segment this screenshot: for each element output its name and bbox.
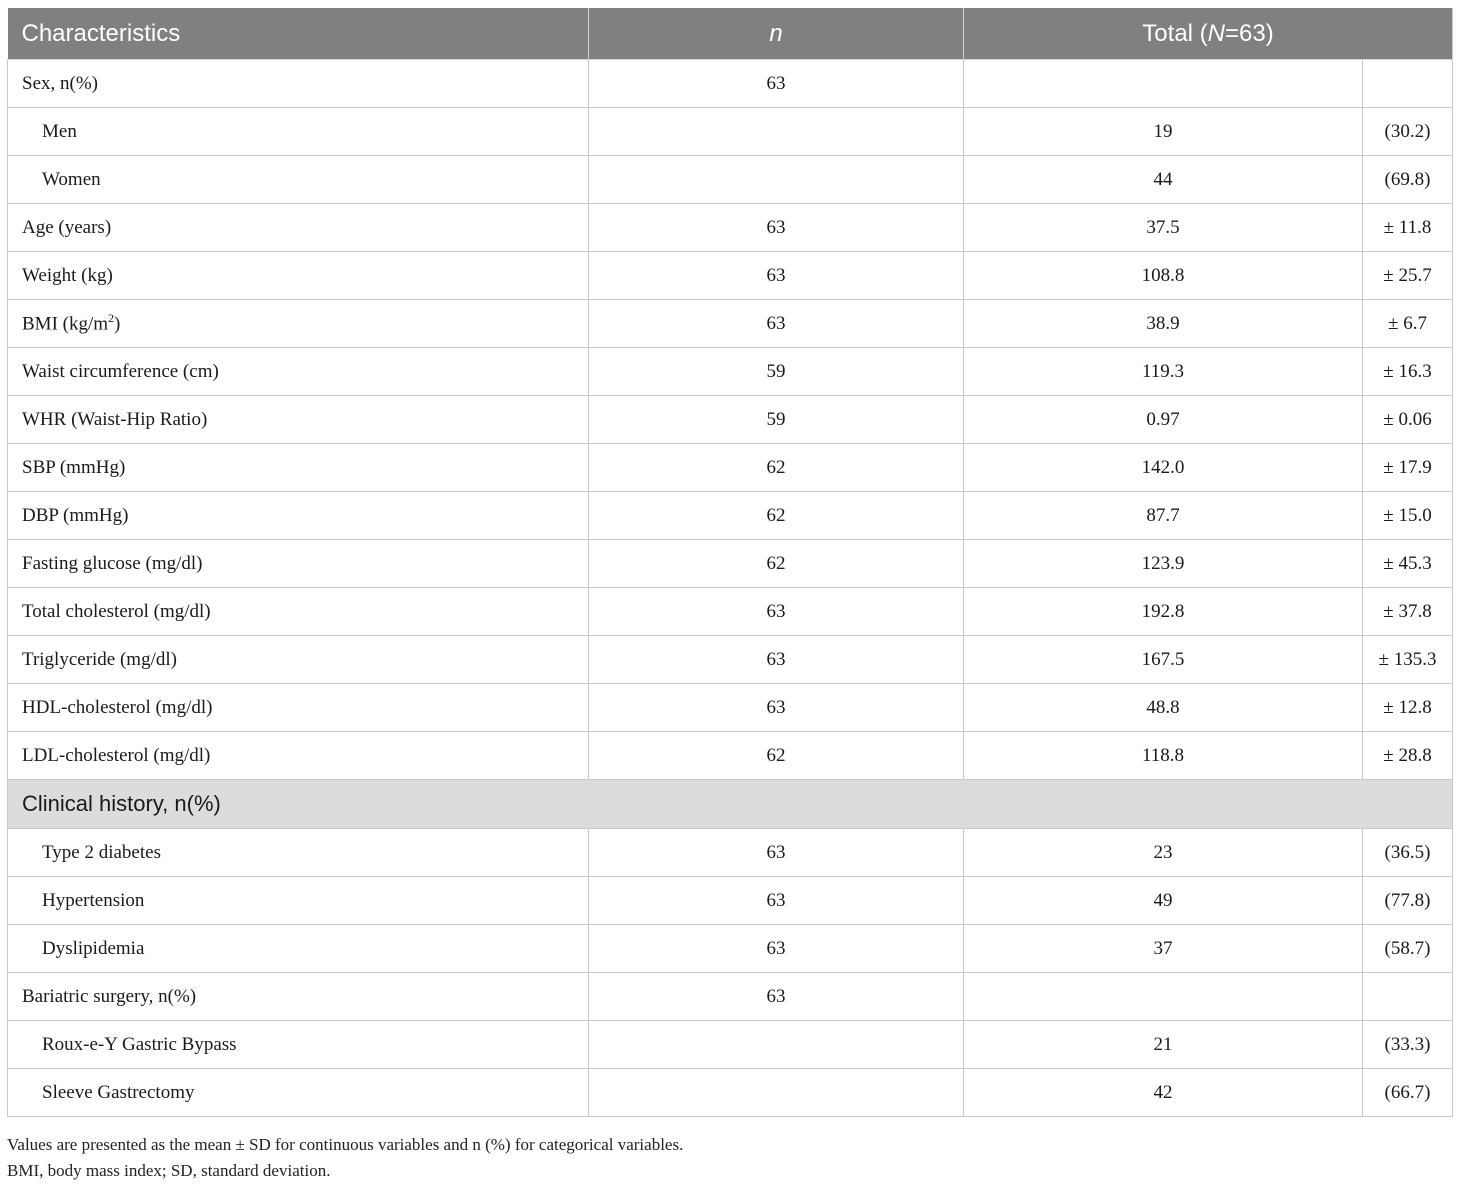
table-header-row	[8, 8, 1453, 60]
row-n: 62	[589, 492, 964, 540]
row-label: Dyslipidemia	[8, 925, 589, 973]
row-value: 119.3	[964, 348, 1363, 396]
table-row	[8, 300, 1453, 348]
row-n: 63	[589, 829, 964, 877]
table-row	[8, 108, 1453, 156]
row-n: 59	[589, 348, 964, 396]
table-row	[8, 540, 1453, 588]
table-row	[8, 492, 1453, 540]
table-row	[8, 204, 1453, 252]
table-body-bottom	[8, 829, 1453, 1117]
row-value: 42	[964, 1069, 1363, 1117]
header-total-prefix: Total (	[1142, 19, 1208, 47]
row-value: 118.8	[964, 732, 1363, 780]
header-total-n: N	[1207, 19, 1225, 47]
table-row	[8, 973, 1453, 1021]
row-n: 63	[589, 588, 964, 636]
row-label: Bariatric surgery, n(%)	[8, 973, 589, 1021]
row-dispersion: (77.8)	[1363, 877, 1453, 925]
row-value: 167.5	[964, 636, 1363, 684]
row-label: Weight (kg)	[8, 252, 589, 300]
row-value: 37	[964, 925, 1363, 973]
row-dispersion: ± 25.7	[1363, 252, 1453, 300]
table-row	[8, 732, 1453, 780]
row-value: 192.8	[964, 588, 1363, 636]
row-n: 63	[589, 60, 964, 108]
table-body-section	[8, 780, 1453, 829]
row-label: Fasting glucose (mg/dl)	[8, 540, 589, 588]
row-dispersion: (36.5)	[1363, 829, 1453, 877]
row-label: Sleeve Gastrectomy	[8, 1069, 589, 1117]
row-dispersion: ± 17.9	[1363, 444, 1453, 492]
row-dispersion: ± 16.3	[1363, 348, 1453, 396]
section-label: Clinical history, n(%)	[8, 780, 1453, 829]
row-n: 63	[589, 973, 964, 1021]
row-dispersion	[1363, 60, 1453, 108]
row-value: 108.8	[964, 252, 1363, 300]
row-label: Waist circumference (cm)	[8, 348, 589, 396]
row-n: 63	[589, 204, 964, 252]
row-label: LDL-cholesterol (mg/dl)	[8, 732, 589, 780]
table-row	[8, 156, 1453, 204]
row-label: Age (years)	[8, 204, 589, 252]
row-value: 21	[964, 1021, 1363, 1069]
header-total-suffix: =63)	[1225, 19, 1274, 47]
row-n: 63	[589, 684, 964, 732]
row-n: 63	[589, 252, 964, 300]
row-dispersion: ± 15.0	[1363, 492, 1453, 540]
section-row-clinical-history	[8, 780, 1453, 829]
row-value: 0.97	[964, 396, 1363, 444]
table-row	[8, 877, 1453, 925]
table-body-top	[8, 60, 1453, 780]
row-value: 49	[964, 877, 1363, 925]
table-row	[8, 348, 1453, 396]
header-n	[589, 8, 964, 60]
row-n: 63	[589, 300, 964, 348]
row-value	[964, 973, 1363, 1021]
table-row	[8, 829, 1453, 877]
row-dispersion: ± 28.8	[1363, 732, 1453, 780]
table-row	[8, 636, 1453, 684]
row-dispersion: ± 0.06	[1363, 396, 1453, 444]
row-label: Total cholesterol (mg/dl)	[8, 588, 589, 636]
footnote-abbreviations: BMI, body mass index; SD, standard deviation.	[7, 1161, 331, 1180]
row-value: 87.7	[964, 492, 1363, 540]
row-dispersion	[1363, 973, 1453, 1021]
row-value: 44	[964, 156, 1363, 204]
row-dispersion: ± 135.3	[1363, 636, 1453, 684]
row-n	[589, 1069, 964, 1117]
row-n: 62	[589, 540, 964, 588]
row-label: HDL-cholesterol (mg/dl)	[8, 684, 589, 732]
row-label: Roux-e-Y Gastric Bypass	[8, 1021, 589, 1069]
header-characteristics: Characteristics	[8, 8, 589, 60]
row-dispersion: ± 11.8	[1363, 204, 1453, 252]
row-label: Sex, n(%)	[8, 60, 589, 108]
table-row	[8, 925, 1453, 973]
row-n: 63	[589, 877, 964, 925]
row-label: Hypertension	[8, 877, 589, 925]
table-row	[8, 396, 1453, 444]
row-label: WHR (Waist-Hip Ratio)	[8, 396, 589, 444]
row-label: SBP (mmHg)	[8, 444, 589, 492]
header-total	[964, 8, 1453, 60]
row-label: Men	[8, 108, 589, 156]
row-n	[589, 156, 964, 204]
row-dispersion: ± 45.3	[1363, 540, 1453, 588]
row-dispersion: (69.8)	[1363, 156, 1453, 204]
row-label: Type 2 diabetes	[8, 829, 589, 877]
table-footnotes	[7, 1132, 1452, 1184]
row-n: 63	[589, 636, 964, 684]
row-n: 63	[589, 925, 964, 973]
table-row	[8, 1021, 1453, 1069]
row-label: Women	[8, 156, 589, 204]
row-value: 23	[964, 829, 1363, 877]
row-value: 48.8	[964, 684, 1363, 732]
header-n-label: n	[769, 19, 783, 47]
table-row	[8, 252, 1453, 300]
table-row	[8, 588, 1453, 636]
table-row	[8, 444, 1453, 492]
row-n: 62	[589, 444, 964, 492]
characteristics-table	[7, 8, 1453, 1117]
row-value: 123.9	[964, 540, 1363, 588]
table-row	[8, 60, 1453, 108]
footnote-values: Values are presented as the mean ± SD for continuous variables and n (%) for categorical variables.	[7, 1135, 684, 1154]
row-dispersion: ± 37.8	[1363, 588, 1453, 636]
row-n: 59	[589, 396, 964, 444]
row-n	[589, 1021, 964, 1069]
row-dispersion: ± 12.8	[1363, 684, 1453, 732]
row-dispersion: (58.7)	[1363, 925, 1453, 973]
row-value: 142.0	[964, 444, 1363, 492]
table-row	[8, 684, 1453, 732]
row-label: DBP (mmHg)	[8, 492, 589, 540]
row-n	[589, 108, 964, 156]
row-n: 62	[589, 732, 964, 780]
row-dispersion: (30.2)	[1363, 108, 1453, 156]
table-row	[8, 1069, 1453, 1117]
row-value: 38.9	[964, 300, 1363, 348]
row-value: 37.5	[964, 204, 1363, 252]
row-label: BMI $(kg/m^2)$	[8, 300, 589, 348]
row-dispersion: (33.3)	[1363, 1021, 1453, 1069]
row-value: 19	[964, 108, 1363, 156]
row-label: Triglyceride (mg/dl)	[8, 636, 589, 684]
row-value	[964, 60, 1363, 108]
row-dispersion: (66.7)	[1363, 1069, 1453, 1117]
row-dispersion: ± 6.7	[1363, 300, 1453, 348]
